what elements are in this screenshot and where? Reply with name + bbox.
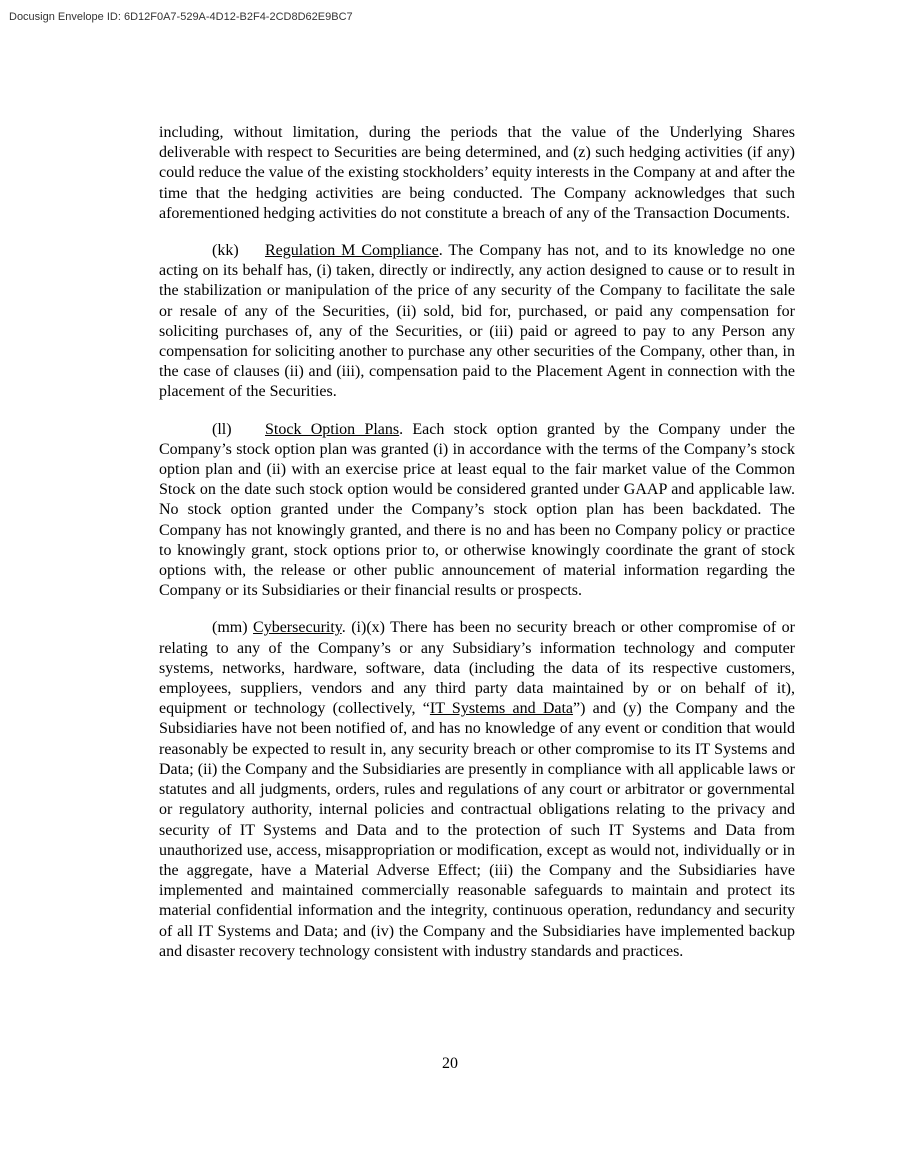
paragraph-mm [159, 618, 795, 961]
paragraph-ll [159, 420, 795, 602]
section-marker: (ll) [212, 420, 232, 438]
page-number: 20 [442, 1055, 458, 1072]
paragraph-kk [159, 241, 795, 403]
document-body [159, 123, 795, 962]
paragraph-intro: including, without limitation, during the periods that the value of the Underlying Shares deliverable with respect to Securities are being determined, and (z) such hedging activities (if any) could reduce the value of the existing stockholders’ equity interests in the Company at and after the time that the hedging activities are being conducted. The Company acknowledges that such aforementioned hedging activities do not constitute a breach of any of the Transaction Documents. [159, 124, 795, 222]
section-marker: (kk) [212, 242, 239, 260]
section-marker: (mm) [212, 619, 248, 637]
envelope-id: Docusign Envelope ID: 6D12F0A7-529A-4D12-B2F4-2CD8D62E9BC7 [9, 11, 353, 23]
section-text: ”) and (y) the Company and the Subsidiaries have not been notified of, and has no knowledge of any event or condition that would reasonably be expected to result in, any security breach or other compromise to its IT Systems and Data; (ii) the Company and the Subsidiaries are presently in compliance with all applicable laws or statutes and all judgments, orders, rules and regulations of any court or arbitrator or governmental or regulatory authority, internal policies and contractual obligations relating to the privacy and security of IT Systems and Data and to the protection of such IT Systems and Data from unauthorized use, access, misappropriation or modification, except as would not, individually or in the aggregate, have a Material Adverse Effect; (iii) the Company and the Subsidiaries have implemented and maintained commercially reasonable safeguards to maintain and protect its material confidential information and the integrity, continuous operation, redundancy and security of all IT Systems and Data; and (iv) the Company and the Subsidiaries have implemented backup and disaster recovery technology consistent with industry standards and practices. [159, 700, 795, 960]
section-heading: Cybersecurity [253, 619, 342, 637]
section-text: . The Company has not, and to its knowledge no one acting on its behalf has, (i) taken, directly or indirectly, any action designed to cause or to result in the stabilization or manipulation of the price of any security of the Company to facilitate the sale or resale of any of the Securities, (ii) sold, bid for, purchased, or paid any compensation for soliciting purchases of, any of the Securities, or (iii) paid or agreed to pay to any Person any compensation for soliciting another to purchase any other securities of the Company, other than, in the case of clauses (ii) and (iii), compensation paid to the Placement Agent in connection with the placement of the Securities. [159, 242, 796, 401]
section-text: . Each stock option granted by the Company under the Company’s stock option plan was granted (i) in accordance with the terms of the Company’s stock option plan and (ii) with an exercise price at least equal to the fair market value of the Common Stock on the date such stock option would be considered granted under GAAP and applicable law. No stock option granted under the Company’s stock option plan has been backdated. The Company has not knowingly granted, and there is no and has been no Company policy or practice to knowingly grant, stock options prior to, or otherwise knowingly coordinate the grant of stock options with, the release or other public announcement of material information regarding the Company or its Subsidiaries or their financial results or prospects. [159, 420, 796, 600]
section-heading: Stock Option Plans [265, 420, 400, 438]
section-text: . (i)(x) There has been no security breach or other compromise of or relating to any of the Company’s or any Subsidiary’s information technology and computer systems, networks, hardware, software, data (including the data of its respective customers, employees, suppliers, vendors and any third party data maintained by or on behalf of it), equipment or technology (collectively, “ [159, 619, 796, 718]
defined-term: IT Systems and Data [429, 700, 574, 718]
section-heading: Regulation M Compliance [265, 242, 439, 260]
